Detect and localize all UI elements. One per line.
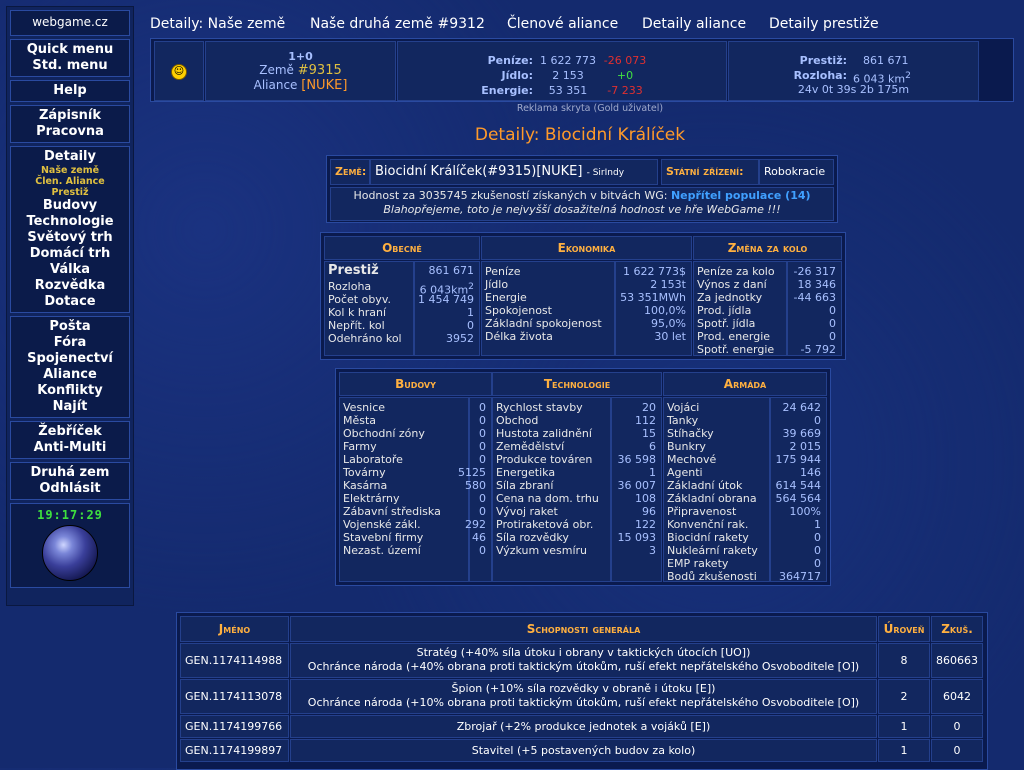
- obecne-row-value: 6 $043km^2$: [419, 281, 474, 297]
- ekonomika-header: Ekonomika: [481, 236, 692, 260]
- armada-row-label: Mechové: [667, 453, 717, 466]
- budovy-row: [343, 492, 486, 505]
- food-label: Jídlo:: [501, 69, 533, 82]
- zmena-row-label: Za jednotky: [697, 291, 763, 304]
- armada-row-label: Vojáci: [667, 401, 700, 414]
- obecne-row-value: 1 454 749: [418, 293, 474, 306]
- general-abilities: [290, 679, 877, 714]
- sidebar-item-domaci-trh[interactable]: Domácí trh: [29, 246, 111, 261]
- general-level: 8: [878, 643, 930, 678]
- technologie-row: [496, 440, 656, 453]
- ekonomika-row: [485, 278, 686, 291]
- technologie-row: [496, 453, 656, 466]
- zmena-row-value: 0: [829, 330, 836, 343]
- zmena-header: Změna za kolo: [693, 236, 842, 260]
- technologie-row-value: 15: [642, 427, 656, 440]
- budovy-row-value: 46: [472, 531, 486, 544]
- sidebar-item-rozvedka[interactable]: Rozvědka: [34, 278, 106, 293]
- ekonomika-row-label: Délka života: [485, 330, 553, 343]
- armada-row-value: 1: [814, 518, 821, 531]
- armada-row-value: 0: [814, 414, 821, 427]
- armada-row-label: Stíhačky: [667, 427, 714, 440]
- tab-detaily-aliance[interactable]: Detaily aliance: [642, 16, 747, 32]
- general-abilities: [290, 643, 877, 678]
- zmena-row-value: 0: [829, 304, 836, 317]
- technologie-header: Technologie: [492, 372, 662, 396]
- col-header-exp: Zkuš.: [931, 616, 983, 642]
- armada-row: [667, 466, 821, 479]
- sidebar-block-social: [10, 316, 130, 418]
- smiley-icon[interactable]: ☺: [171, 64, 187, 80]
- stats-panel-top: [320, 232, 846, 360]
- country-header: [326, 155, 838, 223]
- prestige-value: 861 671: [863, 54, 909, 67]
- sidebar-item-svetovy-trh[interactable]: Světový trh: [27, 230, 113, 245]
- budovy-row: [343, 427, 486, 440]
- obecne-row-value: 0: [467, 319, 474, 332]
- sidebar-block-main: [10, 146, 130, 313]
- general-ability-line: Stratég (+40% síla útoku i obrany v taktických útocích [UO]): [416, 646, 751, 659]
- budovy-row-value: 0: [479, 414, 486, 427]
- sidebar-item-zapisnik[interactable]: Zápisník: [38, 108, 102, 123]
- col-header-abilities: Schopnosti generála: [290, 616, 877, 642]
- budovy-row-label: Vojenské zákl.: [343, 518, 421, 531]
- general-abilities: [290, 715, 877, 738]
- globe-icon: [42, 525, 98, 581]
- zmena-list: [693, 263, 840, 355]
- budovy-row: [343, 479, 486, 492]
- sidebar: [6, 6, 134, 606]
- zmena-row: [697, 278, 836, 291]
- technologie-row-value: 112: [635, 414, 656, 427]
- ekonomika-row-value: 100,0%: [644, 304, 686, 317]
- general-ability-line: Špion (+10% síla rozvědky v obraně i útoku [E]): [451, 682, 716, 695]
- budovy-row-label: Stavební firmy: [343, 531, 424, 544]
- ekonomika-row: [485, 304, 686, 317]
- sidebar-item-fora[interactable]: Fóra: [53, 335, 87, 350]
- sidebar-block-account: [10, 462, 130, 500]
- obecne-row: [328, 319, 474, 332]
- armada-row-label: EMP rakety: [667, 557, 729, 570]
- money-label: Peníze:: [487, 54, 533, 67]
- technologie-row-value: 36 598: [617, 453, 656, 466]
- sidebar-item-detaily[interactable]: Detaily: [44, 149, 96, 164]
- technologie-row-label: Zemědělství: [496, 440, 565, 453]
- budovy-row-value: 0: [479, 505, 486, 518]
- armada-row: [667, 427, 821, 440]
- ekonomika-row-value: 1 622 773$: [623, 265, 686, 278]
- sidebar-item-aliance[interactable]: Aliance: [43, 367, 97, 382]
- technologie-row-label: Výzkum vesmíru: [496, 544, 588, 557]
- technologie-row-label: Rychlost stavby: [496, 401, 583, 414]
- zmena-row-value: -26 317: [793, 265, 836, 278]
- technologie-row-label: Vývoj raket: [496, 505, 558, 518]
- energy-delta: -7 233: [607, 84, 643, 97]
- game-time: 24v 0t 39s 2b 175m: [797, 83, 910, 96]
- obecne-row: [328, 332, 474, 345]
- technologie-row-label: Hustota zalidnění: [496, 427, 592, 440]
- sidebar-item-druha-zem[interactable]: Druhá zem: [30, 465, 110, 480]
- rank-text: Hodnost za 3035745 zkušeností získaných v bitvách WG:: [353, 189, 668, 202]
- armada-row-value: 0: [814, 531, 821, 544]
- sidebar-item-posta[interactable]: Pošta: [49, 319, 91, 334]
- budovy-row: [343, 414, 486, 427]
- status-icon-cell: [154, 41, 204, 101]
- government-label: Státní zřízení:: [666, 165, 744, 178]
- budovy-row-label: Továrny: [343, 466, 386, 479]
- technologie-row-label: Síla zbraní: [496, 479, 554, 492]
- ekonomika-row-label: Jídlo: [485, 278, 509, 291]
- technologie-row-value: 108: [635, 492, 656, 505]
- sidebar-item-pracovna[interactable]: Pracovna: [36, 124, 104, 139]
- ekonomika-row-value: 2 153t: [650, 278, 686, 291]
- rank-message: [330, 187, 834, 221]
- budovy-row-value: 0: [479, 544, 486, 557]
- zmena-row-label: Prod. jídla: [697, 304, 752, 317]
- general-ability-line: Stavitel (+5 postavených budov za kolo): [471, 744, 696, 757]
- ekonomika-row: [485, 330, 686, 343]
- obecne-row: [328, 293, 474, 306]
- status-prestige-cell: [728, 41, 979, 101]
- zmena-row-value: -5 792: [800, 343, 836, 356]
- technologie-row-value: 20: [642, 401, 656, 414]
- armada-row-value: 24 642: [782, 401, 821, 414]
- area-value: 6 043 km: [853, 72, 906, 86]
- food-value: 2 153: [552, 69, 584, 82]
- technologie-row: [496, 479, 656, 492]
- armada-row-value: 175 944: [775, 453, 821, 466]
- budovy-row: [343, 518, 486, 531]
- status-bar: [150, 38, 1014, 102]
- sidebar-item-najit[interactable]: Najít: [52, 399, 88, 414]
- generals-table: [176, 612, 988, 770]
- obecne-header: Obecné: [324, 236, 480, 260]
- armada-row-value: 564 564: [775, 492, 821, 505]
- technologie-list: [492, 399, 660, 581]
- armada-row-value: 146: [800, 466, 821, 479]
- ekonomika-row-value: 53 351MWh: [620, 291, 686, 304]
- obecne-row: [328, 306, 474, 319]
- budovy-row-label: Laboratoře: [343, 453, 403, 466]
- budovy-row-value: 5125: [458, 466, 486, 479]
- general-ability-line: Zbrojař (+2% produkce jednotek a vojáků [E]): [456, 720, 711, 733]
- armada-row: [667, 401, 821, 414]
- technologie-row-value: 1: [649, 466, 656, 479]
- budovy-row-label: Nezast. území: [343, 544, 421, 557]
- budovy-row: [343, 401, 486, 414]
- general-name[interactable]: GEN.1174199897: [180, 739, 289, 762]
- technologie-row-value: 122: [635, 518, 656, 531]
- technologie-row-label: Cena na dom. trhu: [496, 492, 599, 505]
- energy-value: 53 351: [548, 84, 588, 97]
- armada-row-label: Biocidní rakety: [667, 531, 749, 544]
- ekonomika-row: [485, 265, 686, 278]
- sidebar-block-notes: [10, 105, 130, 143]
- tab-detaily-nase-zeme[interactable]: Detaily: Naše země: [150, 16, 286, 32]
- obecne-row-label: Prestiž: [328, 263, 379, 278]
- tab-nase-druha-zeme[interactable]: Naše druhá země #9312: [310, 16, 485, 32]
- budovy-row: [343, 440, 486, 453]
- sidebar-block-help: [10, 80, 130, 102]
- armada-row-value: 0: [814, 557, 821, 570]
- technologie-row-label: Energetika: [496, 466, 556, 479]
- technologie-row: [496, 505, 656, 518]
- general-ability-line: Ochránce národa (+10% obrana proti taktickým útokům, ruší efekt nepřátelského Osvoboditele [O]): [307, 696, 860, 709]
- energy-label: Energie:: [481, 84, 533, 97]
- country-name: Biocidní Králíček(#9315)[NUKE]: [375, 164, 583, 179]
- zmena-row-label: Výnos z daní: [697, 278, 767, 291]
- armada-row-value: 0: [814, 544, 821, 557]
- money-value: 1 622 773: [540, 54, 596, 67]
- zmena-row: [697, 343, 836, 356]
- armada-row: [667, 440, 821, 453]
- zmena-row: [697, 330, 836, 343]
- general-exp: 6042: [931, 679, 983, 714]
- page-title: Detaily: Biocidní Králíček: [474, 125, 686, 145]
- technologie-row-value: 36 007: [617, 479, 656, 492]
- budovy-row-label: Vesnice: [343, 401, 386, 414]
- zmena-row: [697, 304, 836, 317]
- budovy-row-value: 0: [479, 427, 486, 440]
- zmena-row-value: 0: [829, 317, 836, 330]
- sidebar-item-help[interactable]: Help: [53, 83, 87, 98]
- obecne-row: [328, 264, 474, 277]
- col-header-level: Úroveň: [878, 616, 930, 642]
- area-label: Rozloha:: [793, 69, 847, 82]
- alliance-label: Aliance: [253, 78, 298, 92]
- sidebar-subitem-clen-aliance[interactable]: Člen. Aliance: [35, 176, 105, 187]
- technologie-row-label: Síla rozvědky: [496, 531, 569, 544]
- technologie-row-value: 3: [649, 544, 656, 557]
- budovy-row: [343, 453, 486, 466]
- armada-row: [667, 492, 821, 505]
- land-id[interactable]: #9315: [297, 63, 342, 78]
- zmena-row-label: Peníze za kolo: [697, 265, 775, 278]
- alliance-tag[interactable]: [NUKE]: [301, 78, 348, 93]
- technologie-row: [496, 518, 656, 531]
- budovy-row-label: Obchodní zóny: [343, 427, 425, 440]
- armada-row: [667, 570, 821, 583]
- armada-row: [667, 479, 821, 492]
- sidebar-item-std-menu[interactable]: Std. menu: [32, 58, 108, 73]
- sidebar-item-anti-multi[interactable]: Anti-Multi: [33, 440, 107, 455]
- obecne-row-value: 1: [467, 306, 474, 319]
- sidebar-item-technologie[interactable]: Technologie: [26, 214, 114, 229]
- zmena-row: [697, 291, 836, 304]
- armada-list: [663, 399, 825, 581]
- obecne-row-label: Rozloha: [328, 280, 372, 293]
- general-abilities: [290, 739, 877, 762]
- zmena-row: [697, 265, 836, 278]
- ekonomika-row-value: 95,0%: [651, 317, 686, 330]
- stats-panel-bottom: [335, 368, 831, 586]
- technologie-row-value: 6: [649, 440, 656, 453]
- obecne-row-value: 3952: [446, 332, 474, 345]
- government-value: Robokracie: [759, 159, 834, 185]
- armada-row-label: Základní obrana: [667, 492, 757, 505]
- food-delta: +0: [616, 69, 634, 82]
- general-ability-line: Ochránce národa (+40% obrana proti taktickým útokům, ruší efekt nepřátelského Osvoboditele [O]): [307, 660, 860, 673]
- general-exp: 860663: [931, 643, 983, 678]
- budovy-row-label: Elektrárny: [343, 492, 400, 505]
- general-level: 1: [878, 715, 930, 738]
- sidebar-item-zebricek[interactable]: Žebříček: [38, 424, 102, 439]
- armada-row-label: Nukleární rakety: [667, 544, 758, 557]
- armada-row-label: Připravenost: [667, 505, 737, 518]
- armada-row-value: 2 015: [789, 440, 821, 453]
- armada-header: Armáda: [663, 372, 827, 396]
- prestige-label: Prestiž:: [799, 54, 847, 67]
- budovy-row-value: 0: [479, 492, 486, 505]
- armada-row-value: 100%: [789, 505, 821, 518]
- technologie-row-label: Produkce továren: [496, 453, 593, 466]
- technologie-row: [496, 401, 656, 414]
- ekonomika-list: [481, 263, 690, 355]
- obecne-row-unit-sup: 2: [468, 281, 474, 292]
- technologie-row-label: Obchod: [496, 414, 539, 427]
- ratio: 1+0: [288, 50, 313, 63]
- armada-row: [667, 531, 821, 544]
- sidebar-item-spojenectvi[interactable]: Spojenectví: [27, 351, 113, 366]
- sidebar-subitem-prestiz[interactable]: Prestiž: [51, 187, 89, 198]
- country-owner[interactable]: - SirIndy: [586, 168, 625, 178]
- general-name[interactable]: GEN.1174114988: [180, 643, 289, 678]
- technologie-row: [496, 492, 656, 505]
- ekonomika-row: [485, 317, 686, 330]
- armada-row-label: Konvenční rak.: [667, 518, 749, 531]
- sidebar-block-menu: [10, 39, 130, 77]
- zmena-row-label: Prod. energie: [697, 330, 771, 343]
- technologie-row-value: 15 093: [617, 531, 656, 544]
- site-logo[interactable]: webgame.cz: [10, 10, 130, 36]
- technologie-row: [496, 531, 656, 544]
- status-resources-cell: [397, 41, 727, 101]
- country-label: Země:: [335, 165, 367, 178]
- zmena-row-label: Spotř. jídla: [697, 317, 756, 330]
- budovy-row: [343, 544, 486, 557]
- general-exp: 0: [931, 715, 983, 738]
- budovy-row-value: 0: [479, 440, 486, 453]
- ads-note: Reklama skryta (Gold uživatel): [516, 103, 664, 114]
- armada-row: [667, 544, 821, 557]
- status-land-cell: [205, 41, 396, 101]
- general-name[interactable]: GEN.1174113078: [180, 679, 289, 714]
- area-unit-sup: 2: [905, 70, 911, 81]
- sidebar-item-odhlasit[interactable]: Odhlásit: [39, 481, 101, 496]
- armada-row-label: Bunkry: [667, 440, 706, 453]
- general-exp: 0: [931, 739, 983, 762]
- budovy-row-value: 0: [479, 453, 486, 466]
- armada-row-value: 614 544: [775, 479, 821, 492]
- obecne-row: [328, 280, 474, 297]
- obecne-row-label: Nepřít. kol: [328, 319, 385, 332]
- server-clock: 19:17:29: [37, 508, 103, 522]
- ekonomika-row-label: Spokojenost: [485, 304, 552, 317]
- technologie-row: [496, 414, 656, 427]
- sidebar-block-clock: [10, 503, 130, 588]
- armada-row: [667, 557, 821, 570]
- armada-row-label: Agenti: [667, 466, 703, 479]
- sidebar-item-valka[interactable]: Válka: [50, 262, 90, 277]
- armada-row-label: Tanky: [667, 414, 699, 427]
- ekonomika-row-label: Základní spokojenost: [485, 317, 602, 330]
- zmena-row-value: -44 663: [793, 291, 836, 304]
- col-header-name: Jméno: [180, 616, 289, 642]
- ekonomika-row: [485, 291, 686, 304]
- budovy-row-value: 580: [465, 479, 486, 492]
- budovy-row-label: Zábavní střediska: [343, 505, 441, 518]
- rank-congrats: Blahopřejeme, toto je nejvyšší dosažitelná hodnost ve hře WebGame !!!: [383, 203, 781, 216]
- budovy-row-label: Farmy: [343, 440, 377, 453]
- budovy-row-label: Města: [343, 414, 377, 427]
- ekonomika-row-label: Energie: [485, 291, 527, 304]
- money-delta: -26 073: [603, 54, 647, 67]
- armada-row-label: Bodů zkušenosti: [667, 570, 757, 583]
- general-level: 2: [878, 679, 930, 714]
- sidebar-subitem-nase-zeme[interactable]: Naše země: [40, 165, 100, 176]
- armada-row-value: 39 669: [782, 427, 821, 440]
- ekonomika-row-value: 30 let: [654, 330, 686, 343]
- zmena-row-value: 18 346: [797, 278, 836, 291]
- armada-row: [667, 453, 821, 466]
- zmena-row-label: Spotř. energie: [697, 343, 775, 356]
- budovy-row-value: 0: [479, 401, 486, 414]
- ekonomika-row-label: Peníze: [485, 265, 521, 278]
- tab-detaily-prestize[interactable]: Detaily prestiže: [769, 16, 879, 32]
- sidebar-block-ranking: [10, 421, 130, 459]
- tab-clenove-aliance[interactable]: Členové aliance: [507, 16, 619, 32]
- land-label: Země: [259, 63, 294, 77]
- obecne-row-label: Kol k hraní: [328, 306, 387, 319]
- budovy-list: [339, 399, 490, 581]
- budovy-row-value: 292: [465, 518, 486, 531]
- technologie-row-label: Protiraketová obr.: [496, 518, 594, 531]
- general-name[interactable]: GEN.1174199766: [180, 715, 289, 738]
- armada-row: [667, 518, 821, 531]
- budovy-row: [343, 466, 486, 479]
- technologie-row-value: 96: [642, 505, 656, 518]
- sidebar-item-budovy[interactable]: Budovy: [42, 198, 98, 213]
- budovy-row: [343, 531, 486, 544]
- sidebar-item-konflikty[interactable]: Konflikty: [37, 383, 103, 398]
- technologie-row: [496, 427, 656, 440]
- technologie-row: [496, 544, 656, 557]
- technologie-row: [496, 466, 656, 479]
- sidebar-item-dotace[interactable]: Dotace: [44, 294, 96, 309]
- armada-row: [667, 505, 821, 518]
- rank-link[interactable]: Nepřítel populace (14): [670, 189, 811, 202]
- armada-row: [667, 414, 821, 427]
- armada-row-value: 364717: [779, 570, 821, 583]
- budovy-row: [343, 505, 486, 518]
- budovy-header: Budovy: [339, 372, 492, 396]
- armada-row-label: Základní útok: [667, 479, 743, 492]
- general-level: 1: [878, 739, 930, 762]
- zmena-row: [697, 317, 836, 330]
- obecne-row-value: 861 671: [428, 264, 474, 277]
- sidebar-item-quick-menu[interactable]: Quick menu: [26, 42, 114, 57]
- obecne-list: [324, 263, 478, 355]
- obecne-row-label: Odehráno kol: [328, 332, 402, 345]
- obecne-row-label: Počet obyv.: [328, 293, 391, 306]
- budovy-row-label: Kasárna: [343, 479, 388, 492]
